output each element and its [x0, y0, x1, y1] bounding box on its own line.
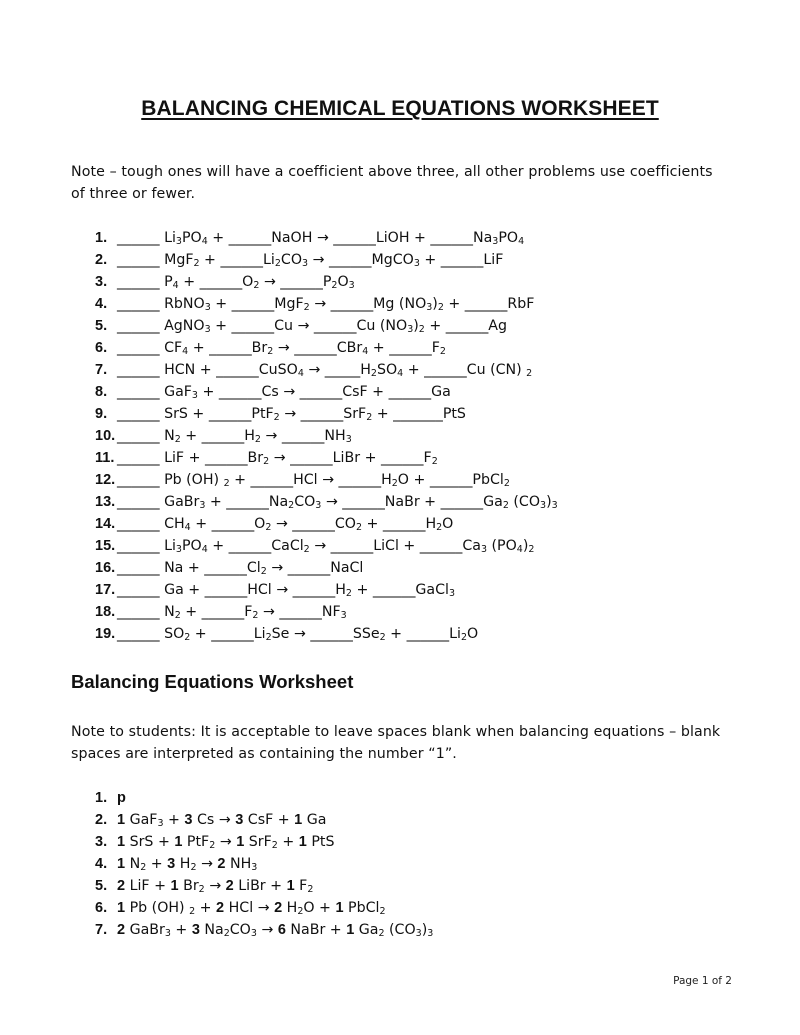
problem-equation: ______ $N_2$ + $\_\_\_\_\_\_H_2$ → $\_\_\_\_\_\_NH_3$ [117, 428, 352, 445]
answer-item [95, 853, 433, 875]
answer-equation: p [117, 790, 126, 806]
problem-equation: ______ RbNO$_3$ + ______MgF$_2$ → ______Mg $(NO_3)_2$ + ______RbF [117, 296, 535, 313]
answer-item [95, 875, 433, 897]
problem-number: 13. [95, 494, 116, 510]
problem-equation: ______ $MgF_2 + \_\_\_\_\_\_Li_2CO_3$ → ______MgCO$_3$ + ______LiF [117, 252, 504, 269]
answer-item [95, 787, 433, 809]
problem-item [95, 271, 558, 293]
problem-number: 2. [95, 252, 108, 268]
problem-number: 10. [95, 428, 116, 444]
answer-number: 3. [95, 834, 108, 850]
problem-equation: ______ $N_2$ + $\_\_\_\_\_\_F_2$ → $\_\_\_\_\_\_NF_3$ [117, 604, 347, 621]
problem-item [95, 359, 558, 381]
problem-equation: ______ $Li_3PO_4$ + ______NaOH → ______LiOH + $\_\_\_\_\_\_Na_3PO_4$ [117, 230, 525, 247]
page-title: BALANCING CHEMICAL EQUATIONS WORKSHEET [141, 97, 659, 120]
answer-item [95, 919, 433, 941]
answer-number: 6. [95, 900, 108, 916]
problem-equation: ______ SrS + ______PtF$_2$ → ______SrF$_2$ + _______PtS [117, 406, 466, 423]
problem-equation: ______ Pb (OH) $_2$ + ______HCl → $\_\_\_\_\_\_H_2O$ + ______PbCl$_2$ [117, 472, 510, 489]
answer-item [95, 809, 433, 831]
problem-item [95, 425, 558, 447]
answer-equation: 2 GaBr$_3$ + 3 $Na_2CO_3 \to 6$ NaBr + 1 $Ga_2$ $(CO_3)_3$ [117, 922, 434, 939]
problem-number: 9. [95, 406, 108, 422]
problem-item [95, 293, 558, 315]
problem-number: 5. [95, 318, 108, 334]
problem-number: 11. [95, 450, 115, 466]
problem-number: 12. [95, 472, 116, 488]
answer-equation: 1 SrS + 1 PtF$_2$ → 1 SrF$_2$ + 1 PtS [117, 834, 335, 851]
note-to-students: Note to students: It is acceptable to leave spaces blank when balancing equations – blank spaces are interpreted as containing the number “1”. [71, 724, 721, 762]
section-heading: Balancing Equations Worksheet [71, 671, 354, 692]
answer-equation: 1 Pb (OH) $_2$ + 2 HCl → 2 $H_2O + 1$ PbCl$_2$ [117, 900, 386, 917]
problem-number: 14. [95, 516, 116, 532]
problem-item [95, 315, 558, 337]
problem-number: 16. [95, 560, 116, 576]
problem-equation: ______ GaBr$_3$ + $\_\_\_\_\_\_Na_2CO_3$ → ______NaBr + $\_\_\_\_\_\_Ga_2$ $(CO_3)_3$ [117, 494, 558, 511]
problem-list [95, 227, 558, 645]
problem-equation: ______ $CH_4$ + $\_\_\_\_\_\_O_2$ → $\_\_\_\_\_\_CO_2$ + $\_\_\_\_\_\_H_2O$ [117, 516, 454, 533]
problem-item [95, 513, 558, 535]
problem-number: 4. [95, 296, 108, 312]
problem-equation: ______ $Li_3PO_4$ + ______CaCl$_2$ → ______LiCl + $\_\_\_\_\_\_Ca_3$ $(PO_4)_2$ [117, 538, 535, 555]
problem-equation: ______ LiF + $\_\_\_\_\_\_Br_2$ → ______LiBr + $\_\_\_\_\_\_F_2$ [117, 450, 438, 467]
problem-item [95, 491, 558, 513]
answer-item [95, 897, 433, 919]
problem-equation: ______ $SO_2$ + $\_\_\_\_\_\_Li_2Se$ → ______SSe$_2$ + $\_\_\_\_\_\_Li_2O$ [117, 626, 479, 643]
problem-number: 8. [95, 384, 108, 400]
problem-item [95, 227, 558, 249]
problem-equation: ______ GaF$_3$ + ______Cs → ______CsF + ______Ga [117, 384, 451, 401]
problem-item [95, 623, 558, 645]
answer-number: 4. [95, 856, 108, 872]
problem-item [95, 337, 558, 359]
problem-item [95, 249, 558, 271]
answer-number: 5. [95, 878, 108, 894]
answer-number: 2. [95, 812, 108, 828]
answer-equation: 2 LiF + 1 $Br_2 \to 2$ LiBr + 1 $F_2$ [117, 878, 314, 895]
problem-equation: ______ Ga + ______HCl → $\_\_\_\_\_\_H_2$ + ______GaCl$_3$ [117, 582, 455, 599]
problem-number: 19. [95, 626, 116, 642]
problem-equation: ______ $Na + \_\_\_\_\_\_Cl_2$ → ______NaCl [117, 560, 364, 577]
problem-item [95, 601, 558, 623]
problem-item [95, 557, 558, 579]
problem-item [95, 403, 558, 425]
answer-equation: 1 GaF$_3$ + 3 Cs → 3 CsF + 1 Ga [117, 812, 327, 829]
answer-item [95, 831, 433, 853]
problem-number: 6. [95, 340, 108, 356]
problem-item [95, 469, 558, 491]
page-number: Page 1 of 2 [673, 975, 732, 987]
problem-number: 15. [95, 538, 116, 554]
problem-number: 1. [95, 230, 108, 246]
problem-number: 3. [95, 274, 108, 290]
problem-item [95, 447, 558, 469]
problem-item [95, 579, 558, 601]
problem-number: 18. [95, 604, 116, 620]
problem-item [95, 535, 558, 557]
answer-number: 1. [95, 790, 108, 806]
answer-list [95, 787, 433, 941]
problem-number: 7. [95, 362, 108, 378]
answer-equation: 1 $N_2 + 3$ $H_2 \to 2$ $NH_3$ [117, 856, 258, 873]
problem-equation: ______ AgNO$_3$ + ______Cu → ______Cu $(NO_3)_2$ + ______Ag [117, 318, 508, 335]
problem-equation: ______ $P_4$ + $\_\_\_\_\_\_O_2$ → $\_\_\_\_\_\_P_2O_3$ [117, 274, 355, 291]
note-tough-ones: Note – tough ones will have a coefficient above three, all other problems use coefficients of three or fewer. [71, 164, 713, 202]
problem-item [95, 381, 558, 403]
problem-number: 17. [95, 582, 116, 598]
problem-equation: ______ HCN + ______CuSO$_4$ → $\_\_\_\_\_H_2SO_4$ + ______Cu (CN) $_2$ [117, 362, 533, 379]
problem-equation: ______ $CF_4$ + $\_\_\_\_\_\_Br_2$ → ______CBr$_4$ + $\_\_\_\_\_\_F_2$ [117, 340, 446, 357]
answer-number: 7. [95, 922, 108, 938]
